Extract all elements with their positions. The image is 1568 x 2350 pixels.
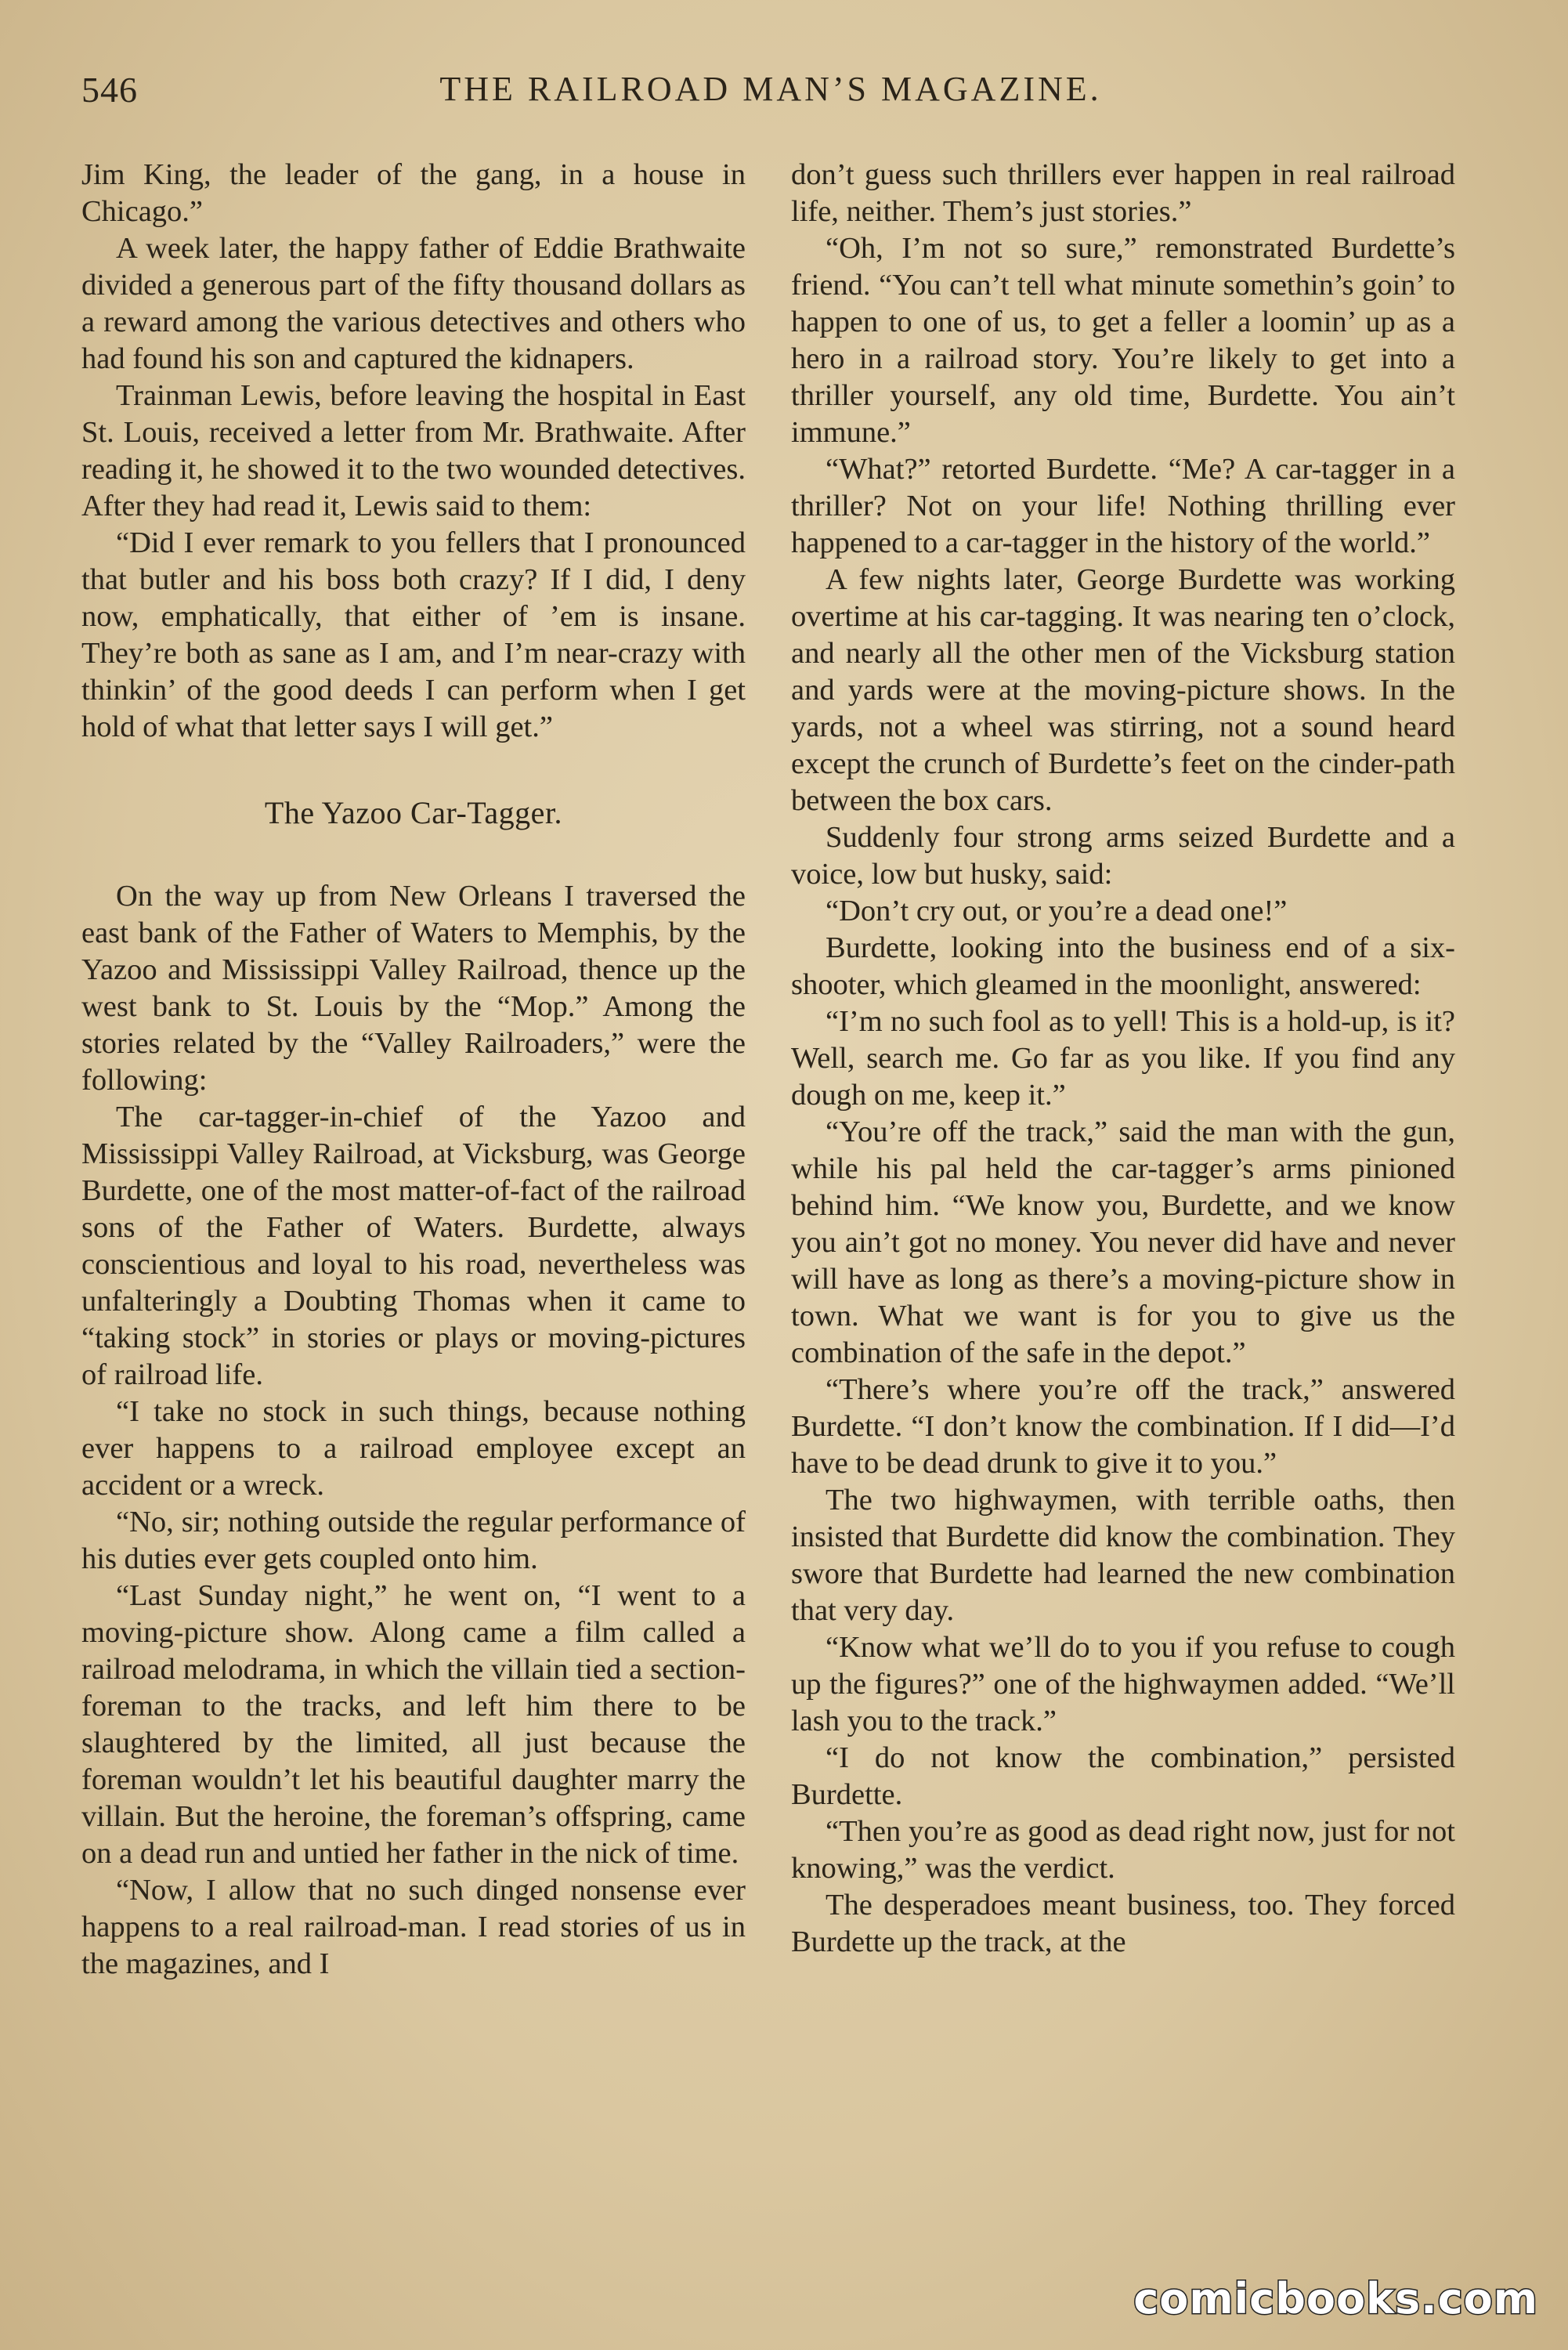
paragraph: “Don’t cry out, or you’re a dead one!” [826,895,1288,927]
paragraph: “You’re off the track,” said the man with the gun, while his pal held the car-tagger’s arms pinioned behind him. “We know you, Burdette, and we know you ain’t got no money. You never did have and never will have as long as there’s a moving-picture show in town. What we want is for you to give us the combination of the safe in the depot.” [791,1115,1455,1369]
watermark-logo: comicbooks.com [1133,2274,1538,2323]
paragraph: “Now, I allow that no such dinged nonsense ever happens to a real railroad-man. I read stories of us in the magazines, and I [81,1874,746,1980]
paragraph: “No, sir; nothing outside the regular performance of his duties ever gets coupled onto him. [81,1506,746,1575]
paragraph: “Did I ever remark to you fellers that I pronounced that butler and his boss both crazy? If I did, I deny now, emphatically, that either of ’em is insane. They’re both as sane as I am, and I’m near-crazy with thinkin’ of the good deeds I can perform when I get hold of what that letter says I will get.” [81,526,746,743]
paragraph: “Then you’re as good as dead right now, just for not knowing,” was the verdict. [791,1815,1455,1885]
paragraph: Burdette, looking into the business end of a six-shooter, which gleamed in the moonlight, answered: [791,931,1455,1001]
page-number: 546 [81,70,138,110]
paragraph: “I do not know the combination,” persisted Burdette. [791,1741,1455,1811]
paragraph: Trainman Lewis, before leaving the hospital in East St. Louis, received a letter from Mr. Brathwaite. After reading it, he showed it to the two wounded detectives. After they had read it, Lewis said to them: [81,379,746,522]
paragraph: Suddenly four strong arms seized Burdette and a voice, low but husky, said: [791,821,1455,891]
paragraph: A week later, the happy father of Eddie Brathwaite divided a generous part of the fifty thousand dollars as a reward among the various detectives and others who had found his son and captured the kidnapers. [81,232,746,375]
paragraph: Jim King, the leader of the gang, in a house in Chicago.” [81,158,746,228]
paragraph: “Oh, I’m not so sure,” remonstrated Burdette’s friend. “You can’t tell what minute somethin’s goin’ to happen to one of us, to get a feller a loomin’ up as a hero in a railroad story. You’re likely to get into a thriller yourself, any old time, Burdette. You ain’t immune.” [791,232,1455,449]
paragraph: “Know what we’ll do to you if you refuse to cough up the figures?” one of the highwaymen added. “We’ll lash you to the track.” [791,1631,1455,1737]
paragraph: “There’s where you’re off the track,” answered Burdette. “I don’t know the combination. If I did—I’d have to be dead drunk to give it to you.” [791,1373,1455,1480]
page-header [81,69,1460,132]
paragraph: don’t guess such thrillers ever happen in real railroad life, neither. Them’s just stories.” [791,158,1455,228]
right-column [791,157,1455,1961]
paragraph: “I’m no such fool as to yell! This is a hold-up, is it? Well, search me. Go far as you like. If you find any dough on me, keep it.” [791,1005,1455,1112]
paragraph: “Last Sunday night,” he went on, “I went to a moving-picture show. Along came a film called a railroad melodrama, in which the villain tied a section-foreman to the tracks, and left him there to be slaughtered by the limited, all just because the foreman wouldn’t let his beautiful daughter marry the villain. But the heroine, the foreman’s offspring, came on a dead run and untied her father in the nick of time. [81,1579,746,1870]
paragraph: The car-tagger-in-chief of the Yazoo and Mississippi Valley Railroad, at Vicksburg, was George Burdette, one of the most matter-of-fact of the railroad sons of the Father of Waters. Burdette, always conscientious and loyal to his road, nevertheless was unfalteringly a Doubting Thomas when it came to “taking stock” in stories or plays or moving-pictures of railroad life. [81,1101,746,1391]
running-head: THE RAILROAD MAN’S MAGAZINE. [439,70,1102,108]
left-column [81,157,746,1983]
section-heading: The Yazoo Car-Tagger. [264,795,563,830]
paragraph: The desperadoes meant business, too. They forced Burdette up the track, at the [791,1889,1455,1958]
paragraph: “I take no stock in such things, because nothing ever happens to a railroad employee except an accident or a wreck. [81,1395,746,1502]
paragraph: “What?” retorted Burdette. “Me? A car-tagger in a thriller? Not on your life! Nothing thrilling ever happened to a car-tagger in the history of the world.” [791,453,1455,559]
paragraph: On the way up from New Orleans I traversed the east bank of the Father of Waters to Memphis, by the Yazoo and Mississippi Valley Railroad, thence up the west bank to St. Louis by the “Mop.” Among the stories related by the “Valley Railroaders,” were the following: [81,880,746,1097]
paragraph: A few nights later, George Burdette was working overtime at his car-tagging. It was nearing ten o’clock, and nearly all the other men of the Vicksburg station and yards were at the moving-picture shows. In the yards, not a wheel was stirring, not a sound heard except the crunch of Burdette’s feet on the cinder-path between the box cars. [791,563,1455,817]
paragraph: The two highwaymen, with terrible oaths, then insisted that Burdette did know the combination. They swore that Burdette had learned the new combination that very day. [791,1484,1455,1627]
